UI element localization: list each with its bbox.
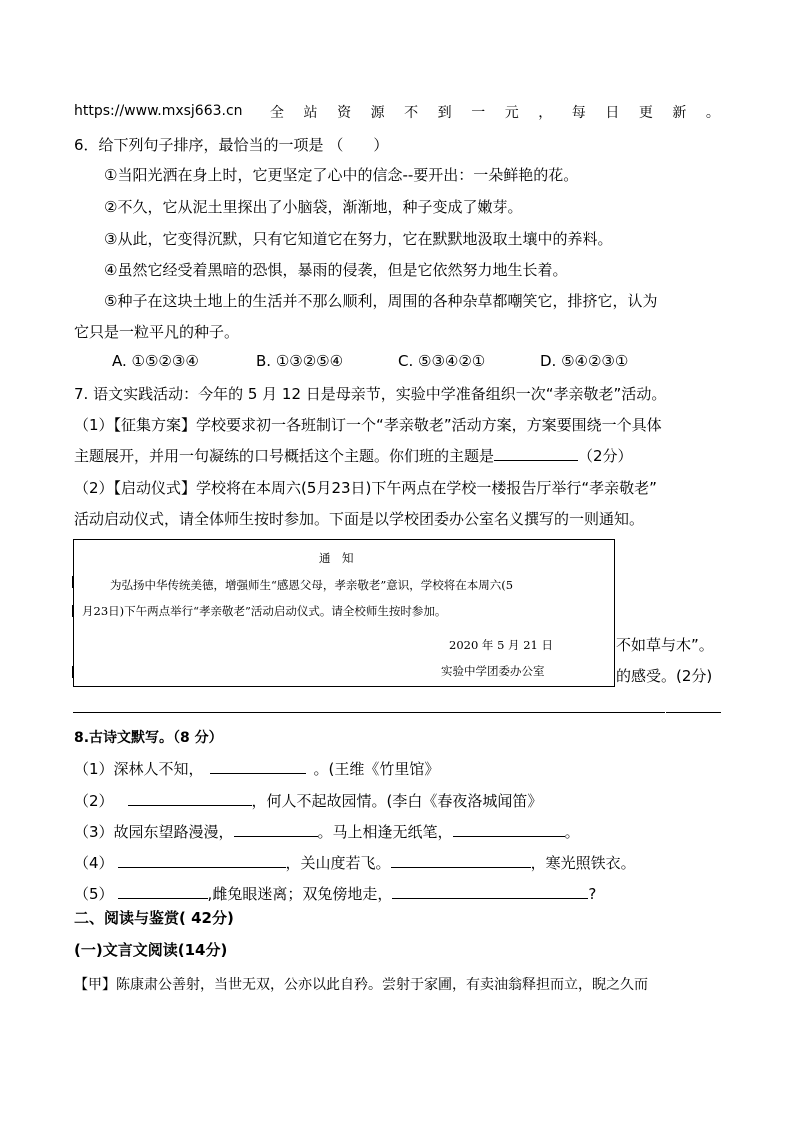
- q8-l2-source: ，何人不起故园情。(李白《春夜洛城闻笛》: [251, 792, 543, 810]
- q8-l5-blank-1[interactable]: [118, 884, 208, 899]
- q7-part1-score: （2分）: [578, 447, 633, 465]
- q8-l5-text: （5）: [74, 885, 114, 903]
- q8-line-1: [74, 758, 439, 779]
- q7-answer-line-end[interactable]: [666, 712, 721, 713]
- q8-l4-text: （4）: [74, 854, 114, 872]
- q8-line-4: [74, 852, 636, 873]
- section2-subtitle: (一)文言文阅读(14分): [74, 941, 228, 959]
- header-slogan-char: 元: [504, 105, 519, 121]
- q8-l3-end: 。: [564, 823, 580, 841]
- header-slogan-char: 到: [437, 105, 452, 121]
- q8-l4-blank-1[interactable]: [118, 853, 286, 868]
- header-slogan-char: 新: [672, 105, 687, 121]
- section2-title: 二、阅读与鉴赏( 42分): [74, 909, 234, 927]
- header-slogan-char: 日: [605, 105, 620, 121]
- q7-part1-line2: [74, 445, 633, 466]
- q7-hidden-line-end-1: 不如草与木”。: [616, 636, 714, 654]
- q8-l5-end: ?: [588, 885, 597, 903]
- header-slogan-char: 全: [270, 105, 284, 121]
- header-slogan-char: 一: [471, 105, 486, 121]
- notice-signer: 实验中学团委办公室: [441, 664, 545, 678]
- q6-option-d: D. ⑤④②③①: [540, 352, 629, 370]
- q7-answer-line[interactable]: [73, 712, 665, 713]
- header-slogan: [270, 102, 720, 122]
- section2-passage-jia: 【甲】陈康肃公善射，当世无双，公亦以此自矜。尝射于家圃，有卖油翁释担而立，睨之久而: [74, 977, 648, 993]
- q6-sentence-1: ①当阳光洒在身上时，它更坚定了心中的信念--要开出：一朵鲜艳的花。: [104, 166, 579, 184]
- header-slogan-char: 源: [370, 105, 385, 121]
- q7-part2-line2: 活动启动仪式，请全体师生按时参加。下面是以学校团委办公室名义撰写的一则通知。: [74, 510, 645, 528]
- q8-l1-source: 。(王维《竹里馆》: [313, 760, 440, 778]
- q8-l3-blank-2[interactable]: [453, 822, 565, 837]
- q6-sentence-3: ③从此，它变得沉默，只有它知道它在努力，它在默默地汲取土壤中的养料。: [104, 230, 613, 248]
- q8-l4-end: ，寒光照铁衣。: [530, 854, 636, 872]
- header-slogan-char: 更: [638, 105, 653, 121]
- header-slogan-char: 不: [404, 105, 419, 121]
- q8-l3-text: （3）故园东望路漫漫，: [74, 823, 234, 841]
- q7-theme-answer-blank[interactable]: [494, 446, 578, 461]
- q8-l4-text-mid: ，关山度若飞。: [285, 854, 391, 872]
- q6-stem: 6．给下列句子排序，最恰当的一项是 （ ）: [74, 136, 389, 154]
- header-slogan-char: 资: [337, 105, 352, 121]
- notice-date: 2020 年 5 月 21 日: [449, 638, 553, 652]
- q7-stem: 7. 语文实践活动：今年的 5 月 12 日是母亲节，实验中学准备组织一次“孝亲敬老”活动。: [74, 385, 667, 403]
- header-slogan-char: 。: [705, 105, 720, 121]
- q8-l2-blank[interactable]: [128, 791, 252, 806]
- q8-l1-text: （1）深林人不知，: [74, 760, 204, 778]
- q8-line-5: [74, 883, 596, 904]
- q8-l3-blank-1[interactable]: [234, 822, 318, 837]
- q8-title: 8.古诗文默写。（8 分）: [74, 730, 223, 746]
- notice-box: [73, 539, 615, 687]
- q8-l5-blank-2[interactable]: [392, 884, 588, 899]
- q7-hidden-line-end-2: 的感受。(2分): [616, 667, 713, 685]
- notice-body-line1: 为弘扬中华传统美德，增强师生“感恩父母，孝亲敬老”意识，学校将在本周六(5: [110, 578, 514, 592]
- q6-option-b: B. ①③②⑤④: [256, 352, 344, 370]
- q6-sentence-4: ④虽然它经受着黑暗的恐惧，暴雨的侵袭，但是它依然努力地生长着。: [104, 261, 568, 279]
- notice-body-line2: 月23日)下午两点举行“孝亲敬老”活动启动仪式。请全校师生按时参加。: [82, 604, 447, 618]
- q8-l2-text: （2）: [74, 792, 114, 810]
- header-slogan-char: 站: [303, 105, 318, 121]
- q8-l4-blank-2[interactable]: [391, 853, 531, 868]
- q8-l1-blank[interactable]: [210, 759, 306, 774]
- q6-sentence-2: ②不久，它从泥土里探出了小脑袋，渐渐地，种子变成了嫩芽。: [104, 198, 523, 216]
- q7-part2-line1: （2）【启动仪式】学校将在本周六(5月23日)下午两点在学校一楼报告厅举行“孝亲敬老”: [74, 479, 657, 497]
- q7-part1-line1: （1）【征集方案】学校要求初一各班制订一个“孝亲敬老”活动方案，方案要围绕一个具体: [74, 416, 662, 434]
- q6-sentence-5: ⑤种子在这块土地上的生活并不那么顺利，周围的各种杂草都嘲笑它，排挤它，认为: [104, 292, 658, 310]
- q8-line-2: [74, 790, 542, 811]
- header-slogan-char: ，: [538, 105, 553, 121]
- q6-option-a: A. ①⑤②③④: [112, 352, 199, 370]
- q8-l3-text-mid: 。马上相逢无纸笔，: [317, 823, 453, 841]
- q6-sentence-5-cont: 它只是一粒平凡的种子。: [74, 323, 240, 341]
- q8-line-3: [74, 821, 580, 842]
- header-slogan-char: 每: [571, 105, 586, 121]
- notice-title: 通 知: [319, 551, 354, 565]
- q7-part1-text: 主题展开，并用一句凝练的口号概括这个主题。你们班的主题是: [74, 447, 495, 465]
- q6-option-c: C. ⑤③④②①: [398, 352, 486, 370]
- q8-l5-text-mid: ,雌兔眼迷离；双兔傍地走，: [207, 885, 393, 903]
- header-url: https://www.mxsj663.cn: [74, 103, 243, 119]
